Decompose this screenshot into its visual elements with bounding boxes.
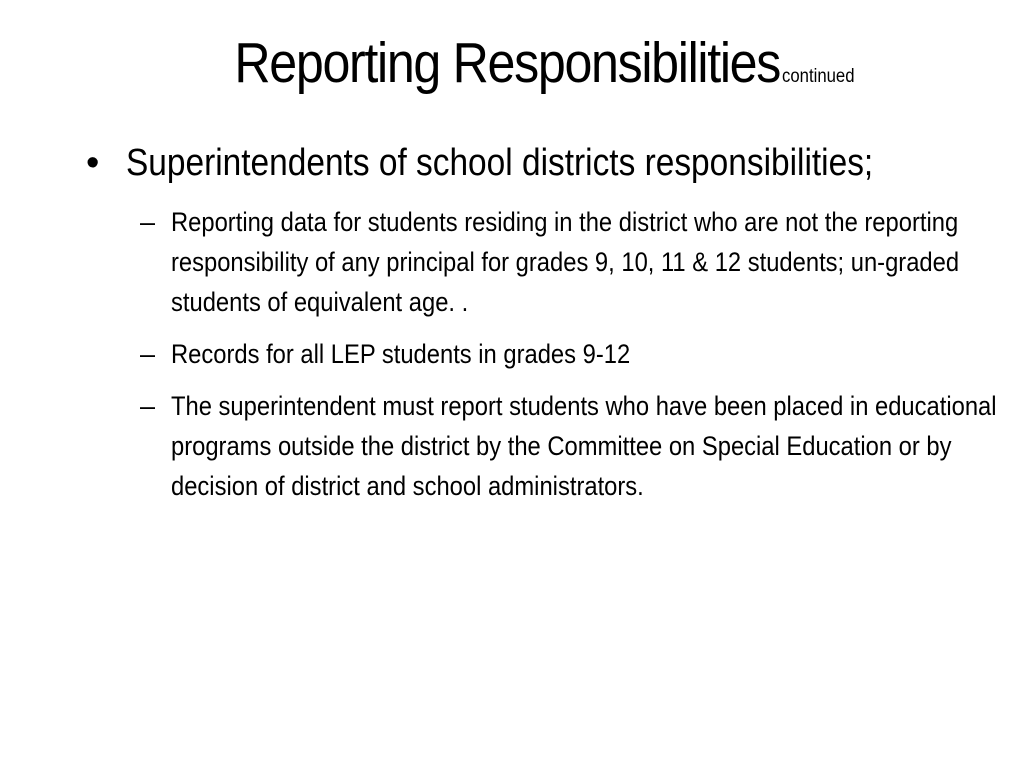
sub-bullet-text: Reporting data for students residing in the district who are not the reporting responsibility of any principal for grades 9, 10, 11 & 12 students; un-graded students of equivalent age. . bbox=[171, 207, 960, 317]
bullet-marker: • bbox=[86, 142, 100, 184]
sub-bullet-text: The superintendent must report students who have been placed in educational programs outside the district by the Committee on Special Education or by decision of district and school administrators. bbox=[171, 391, 997, 501]
sub-bullet-item bbox=[140, 202, 1010, 322]
slide-title bbox=[0, 30, 1024, 96]
bullet-text: Superintendents of school districts responsibilities; bbox=[126, 142, 874, 184]
dash-marker: – bbox=[140, 339, 156, 369]
sub-bullet-list bbox=[140, 202, 1010, 518]
sub-bullet-item bbox=[140, 334, 1010, 374]
title-text: Reporting Responsibilities bbox=[234, 31, 780, 95]
title-suffix: continued bbox=[781, 66, 855, 87]
dash-marker: – bbox=[140, 391, 156, 421]
dash-marker: – bbox=[140, 207, 156, 237]
sub-bullet-item bbox=[140, 386, 1010, 506]
sub-bullet-text: Records for all LEP students in grades 9-12 bbox=[171, 339, 631, 369]
